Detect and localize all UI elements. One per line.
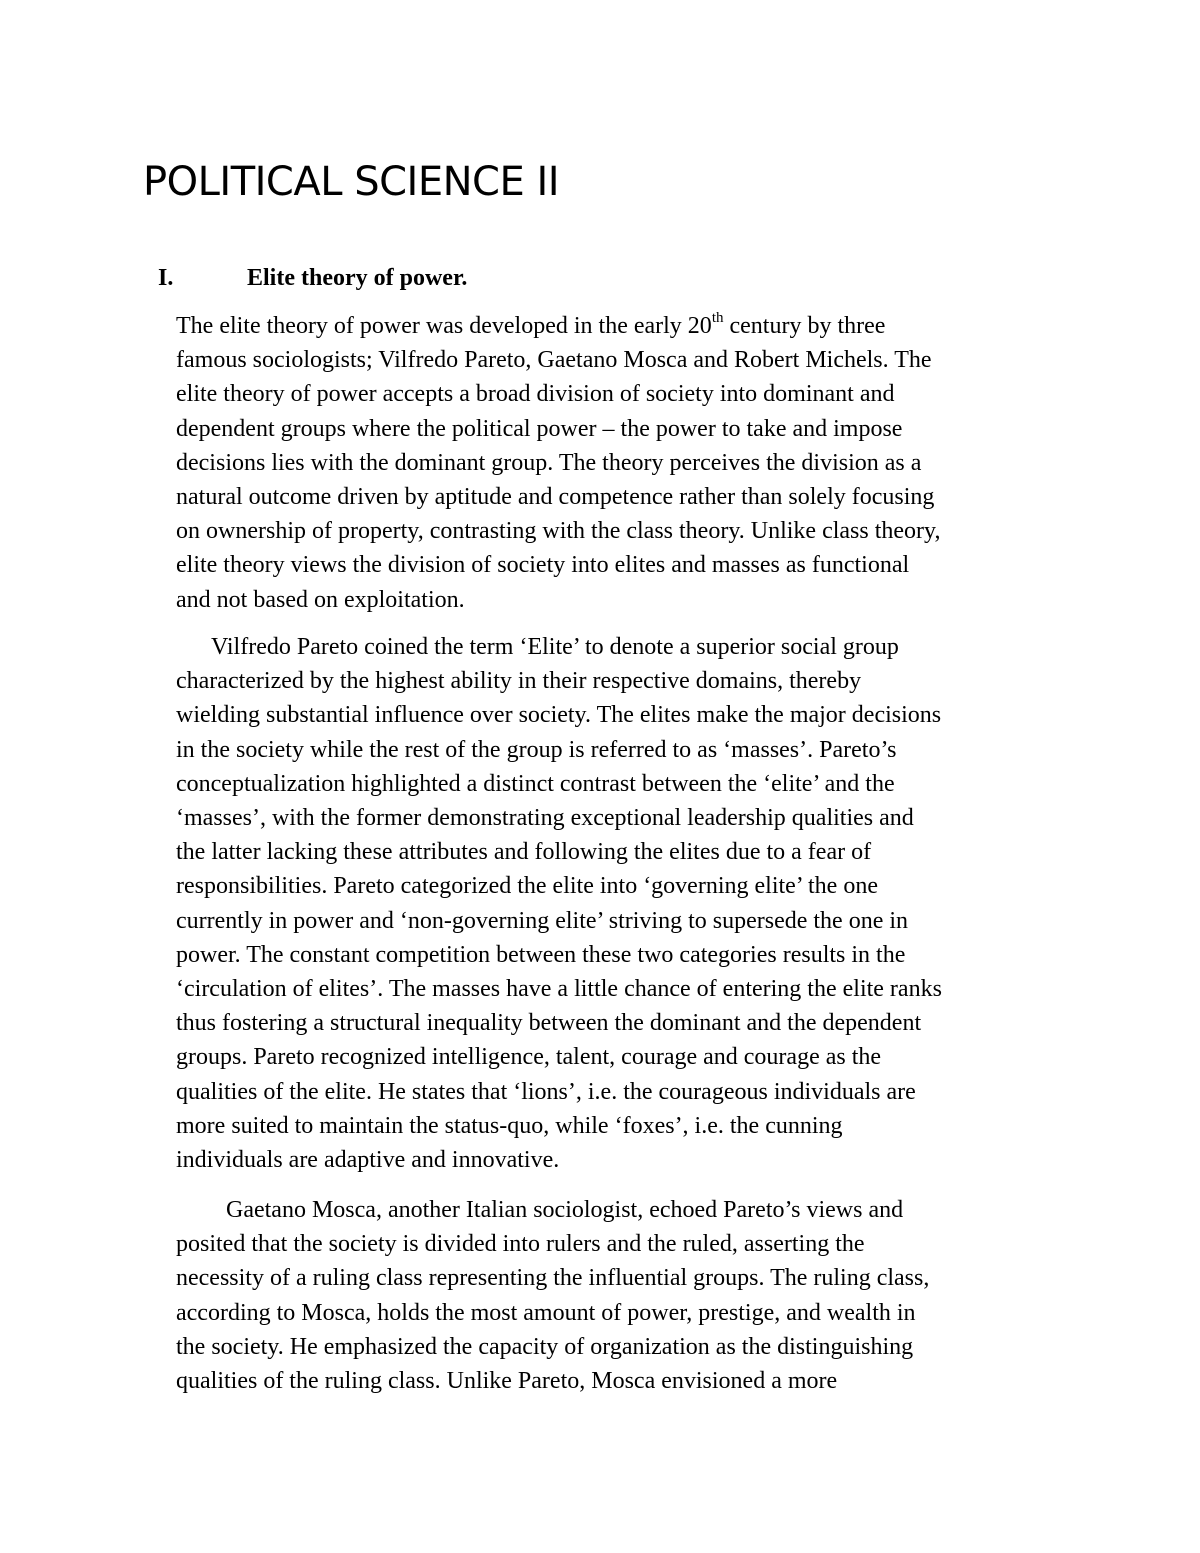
- paragraph-line: according to Mosca, holds the most amount of power, prestige, and wealth in: [176, 1299, 916, 1326]
- paragraph-line: Vilfredo Pareto coined the term ‘Elite’ to denote a superior social group: [211, 634, 899, 660]
- paragraph-line: in the society while the rest of the group is referred to as ‘masses’. Pareto’s: [176, 736, 897, 763]
- paragraph-mosca: [176, 1193, 1076, 1398]
- ordinal-suffix: th: [711, 310, 724, 326]
- paragraph-line: elite theory of power accepts a broad division of society into dominant and: [176, 381, 895, 408]
- paragraph-line: qualities of the elite. He states that ‘lions’, i.e. the courageous individuals are: [176, 1078, 916, 1105]
- paragraph-line: characterized by the highest ability in their respective domains, thereby: [176, 668, 862, 695]
- paragraph-line: the society. He emphasized the capacity of organization as the distinguishing: [176, 1333, 914, 1360]
- paragraph-line: posited that the society is divided into rulers and the ruled, asserting the: [176, 1231, 865, 1258]
- line-text: The elite theory of power was developed in the early 20: [176, 313, 712, 339]
- paragraph-pareto: [176, 630, 1076, 1177]
- section-heading: [158, 263, 467, 293]
- paragraph-line: qualities of the ruling class. Unlike Pareto, Mosca envisioned a more: [176, 1368, 838, 1395]
- paragraph-line: wielding substantial influence over society. The elites make the major decisions: [176, 702, 942, 729]
- paragraph-line: groups. Pareto recognized intelligence, talent, courage and courage as the: [176, 1044, 882, 1071]
- document-title: POLITICAL SCIENCE II: [143, 159, 560, 205]
- paragraph-line: conceptualization highlighted a distinct contrast between the ‘elite’ and the: [176, 770, 895, 797]
- paragraph-line: individuals are adaptive and innovative.: [176, 1147, 560, 1174]
- section-number: I.: [158, 265, 174, 291]
- paragraph-line: famous sociologists; Vilfredo Pareto, Gaetano Mosca and Robert Michels. The: [176, 347, 932, 374]
- paragraph-line: and not based on exploitation.: [176, 586, 465, 613]
- paragraph-line: on ownership of property, contrasting with the class theory. Unlike class theory,: [176, 518, 941, 545]
- paragraph-line: necessity of a ruling class representing the influential groups. The ruling class,: [176, 1265, 930, 1292]
- paragraph-line: ‘masses’, with the former demonstrating exceptional leadership qualities and: [176, 805, 914, 832]
- paragraph-line: more suited to maintain the status-quo, while ‘foxes’, i.e. the cunning: [176, 1112, 843, 1139]
- paragraph-line: natural outcome driven by aptitude and competence rather than solely focusing: [176, 484, 935, 511]
- paragraph-line: responsibilities. Pareto categorized the elite into ‘governing elite’ the one: [176, 873, 878, 900]
- section-heading-text: Elite theory of power.: [247, 265, 468, 291]
- paragraph-line: currently in power and ‘non-governing elite’ striving to supersede the one in: [176, 907, 909, 934]
- paragraph-line: Gaetano Mosca, another Italian sociologist, echoed Pareto’s views and: [226, 1197, 904, 1223]
- paragraph-line: dependent groups where the political power – the power to take and impose: [176, 415, 903, 442]
- paragraph-line: decisions lies with the dominant group. The theory perceives the division as a: [176, 449, 922, 476]
- paragraph-line: ‘circulation of elites’. The masses have a little chance of entering the elite ranks: [176, 976, 942, 1003]
- paragraph-line: elite theory views the division of society into elites and masses as functional: [176, 552, 910, 579]
- paragraph-line: thus fostering a structural inequality between the dominant and the dependent: [176, 1010, 922, 1037]
- line-text: century by three: [723, 313, 886, 339]
- paragraph-line: [176, 309, 1076, 343]
- paragraph-elite-theory: [176, 309, 1076, 617]
- paragraph-line: power. The constant competition between these two categories results in the: [176, 941, 906, 968]
- paragraph-line: the latter lacking these attributes and following the elites due to a fear of: [176, 839, 872, 866]
